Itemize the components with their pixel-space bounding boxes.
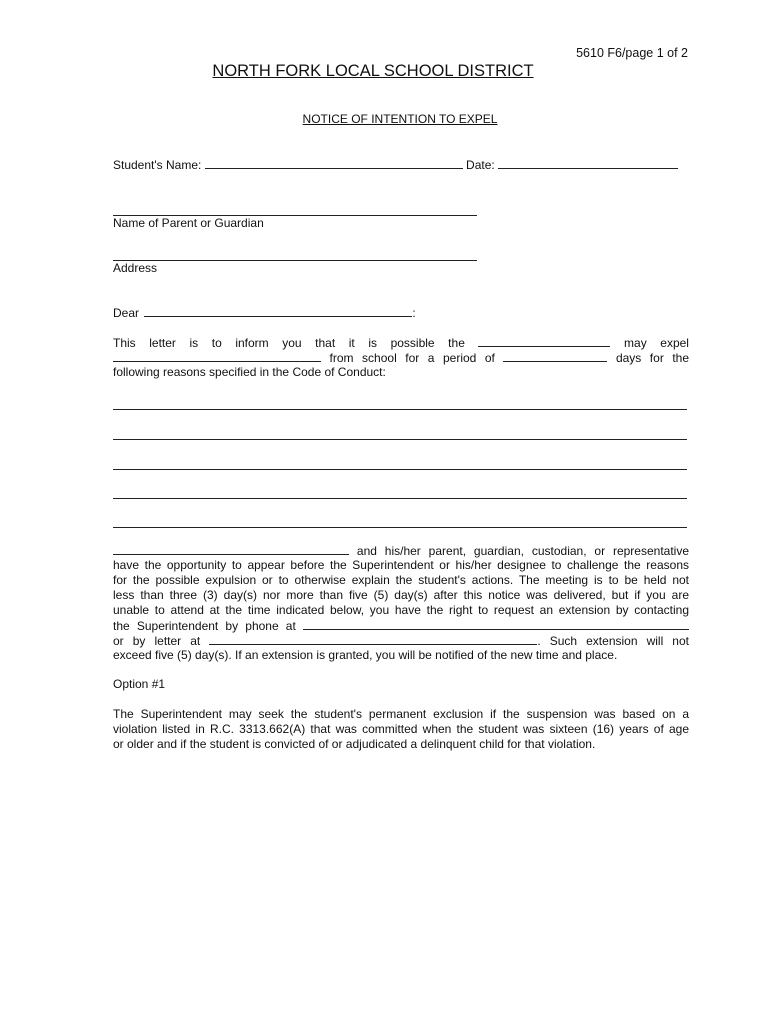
intro-text-c: from school for a period of: [329, 351, 495, 365]
option-label: Option #1: [113, 677, 166, 691]
student-name-row: [113, 157, 678, 173]
option-paragraph: [113, 707, 689, 752]
page-reference: 5610 F6/page 1 of 2: [576, 46, 688, 60]
hearing-paragraph: [113, 543, 689, 663]
intro-text-a: This letter is to inform you that it is possible the: [113, 336, 465, 350]
address-label: Address: [113, 261, 158, 275]
dear-colon: :: [412, 306, 416, 320]
salutation-field[interactable]: [144, 305, 412, 317]
hearing-text-6: the Superintendent by phone at: [113, 619, 296, 633]
district-title: NORTH FORK LOCAL SCHOOL DISTRICT: [212, 62, 534, 80]
intro-text-d: days for the: [615, 351, 689, 365]
parent-name-label: Name of Parent or Guardian: [113, 216, 264, 230]
hearing-line-1: [113, 543, 689, 558]
address-field[interactable]: [113, 260, 477, 261]
student-name-label: Student's Name:: [113, 158, 202, 172]
option-line-1: The Superintendent may seek the student's permanent exclusion if the suspension was based on a: [113, 707, 689, 721]
hearing-line-7: [113, 633, 689, 648]
period-days-field[interactable]: [503, 350, 607, 362]
reason-line-2[interactable]: [113, 439, 687, 440]
salutation-row: [113, 305, 416, 321]
intro-text-b: may expel: [624, 336, 689, 350]
hearing-line-3: for the possible expulsion or to otherwise explain the student's actions. The meeting is to be held not: [113, 573, 689, 587]
hearing-text-1: and his/her parent, guardian, custodian, or representative: [356, 544, 689, 558]
hearing-line-2: have the opportunity to appear before the Superintendent or his/her designee to challenge the reasons: [113, 558, 689, 572]
hearing-text-7b: . Such extension will not: [537, 634, 689, 648]
reason-line-5[interactable]: [113, 527, 687, 528]
reason-line-3[interactable]: [113, 469, 687, 470]
reason-line-4[interactable]: [113, 498, 687, 499]
school-official-field[interactable]: [478, 335, 610, 347]
date-label: Date:: [466, 158, 495, 172]
student-field[interactable]: [113, 350, 321, 362]
date-field[interactable]: [498, 157, 678, 169]
intro-line-2: [113, 350, 689, 365]
option-line-2: violation listed in R.C. 3313.662(A) that was committed when the student was sixteen (16) years of age: [113, 722, 689, 736]
intro-line-3: following reasons specified in the Code of Conduct:: [113, 365, 386, 379]
student-name-field-2[interactable]: [113, 543, 349, 555]
hearing-line-8: exceed five (5) day(s). If an extension is granted, you will be notified of the new time and place.: [113, 648, 618, 662]
intro-line-1: [113, 335, 689, 350]
intro-paragraph: [113, 335, 689, 380]
student-name-field[interactable]: [205, 157, 463, 169]
reason-line-1[interactable]: [113, 409, 687, 410]
phone-field[interactable]: [303, 618, 689, 630]
hearing-text-7a: or by letter at: [113, 634, 201, 648]
hearing-line-6: [113, 618, 689, 633]
notice-title: NOTICE OF INTENTION TO EXPEL: [302, 112, 498, 126]
letter-address-field[interactable]: [209, 633, 537, 645]
hearing-line-4: less than three (3) day(s) nor more than five (5) day(s) after this notice was delivered, but if you are: [113, 588, 689, 602]
hearing-line-5: unable to attend at the time indicated below, you have the right to request an extension by contacting: [113, 603, 689, 617]
dear-label: Dear: [113, 306, 140, 320]
option-line-3: or older and if the student is convicted of or adjudicated a delinquent child for that violation.: [113, 737, 596, 751]
